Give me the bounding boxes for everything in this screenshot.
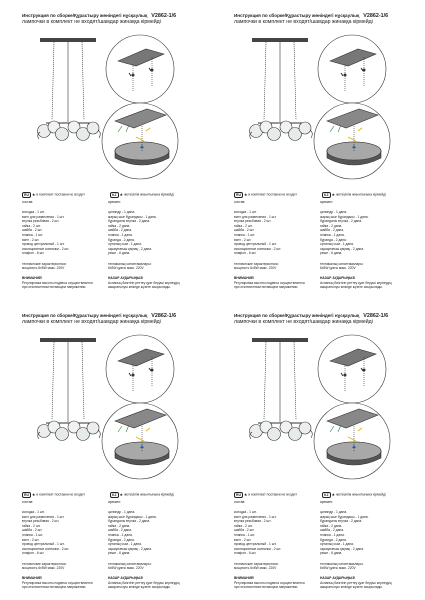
star-icon: ★	[31, 492, 36, 497]
star-icon: ★	[331, 492, 336, 497]
kz-part-item: гайка - 2 дана.	[320, 523, 343, 528]
legend-kz-text: жеткізілім жиынтығына кірмейді	[124, 192, 174, 197]
kz-part-item: жарық шығ бұрандасы - 1 дана.	[108, 214, 157, 219]
ru-part-item: изоляционные колпачки - 2 шт.	[234, 246, 282, 251]
kz-part-item: жарық шығ бұрандасы - 1 дана.	[320, 214, 369, 219]
legend-kz-text: жеткізілім жиынтығына кірмейді	[336, 492, 386, 497]
kz-part-item: гайка - 2 дана.	[108, 223, 131, 228]
star-icon: ★	[243, 192, 248, 197]
ru-part-item: планка - 1 шт.	[234, 533, 256, 538]
star-icon: ★	[119, 492, 124, 497]
ru-part-item: втулка резьбовая - 2 шт.	[22, 219, 60, 224]
kz-part-item: орталық сым - 1 дана.	[320, 242, 354, 247]
kz-part-item: шайба - 2 дана.	[108, 228, 132, 233]
ru-warning-line: при отключенном питающем напряжении.	[22, 585, 87, 590]
legend-ru	[22, 491, 85, 498]
kz-part-item: жарық шығ бұрандасы - 1 дана.	[108, 514, 157, 519]
star-icon: ★	[331, 192, 336, 197]
ru-warning-heading: ВНИМАНИЕ!	[234, 276, 255, 281]
kz-part-item: бұранда - 2 дана.	[320, 537, 347, 542]
ru-warning-line: Регулировка высоты подвеса осуществляется	[22, 580, 93, 585]
kz-part-item: оқшаулағыш қақпақ - 2 дана.	[320, 546, 364, 551]
kz-parts-list	[320, 210, 404, 256]
detail-view-mounting-plate	[106, 335, 174, 403]
legend-kz	[322, 491, 386, 498]
ru-part-item: колодка - 1 шт.	[234, 510, 257, 515]
kz-warning-line: ажыратылуы кезінде жүзеге асырылады.	[320, 585, 383, 590]
kz-part-item: орталық сым - 1 дана.	[108, 542, 142, 547]
instruction-title	[234, 313, 424, 325]
title-text: Инструкция по сборке/Құрастыру жөніндегі нұсқаулық	[234, 13, 360, 18]
kz-tech-value: 6x5W қуаты макс. 220V	[320, 266, 356, 271]
ru-part-item: гайка - 2 шт.	[234, 223, 253, 228]
kz-tech-heading: техникалық сипаттамалары:	[320, 261, 364, 266]
ru-part-item: планка - 1 шт.	[234, 233, 256, 238]
ru-warning-heading: ВНИМАНИЕ!	[22, 276, 43, 281]
kz-part-item: бұрандалы втулка - 2 дана.	[320, 219, 363, 224]
legend-row	[234, 491, 424, 500]
kz-part-item: цилиндр - 1 дана.	[108, 510, 136, 515]
ru-part-item: втулка резьбовая - 2 шт.	[234, 519, 272, 524]
detail-view-mounting-plate	[106, 35, 174, 103]
instruction-title	[22, 313, 212, 325]
ru-tech-value: мощность 6x5W макс. 220V	[22, 566, 65, 571]
ru-warning-line: Регулировка высоты подвеса осуществляется	[234, 580, 305, 585]
kz-part-item: оқшаулағыш қақпақ - 2 дана.	[108, 246, 152, 251]
kazakh-section	[108, 500, 192, 590]
ru-warning-line: при отключенном питающем напряжении.	[22, 285, 87, 290]
legend-row	[22, 491, 212, 500]
kz-part-item: шайба - 2 дана.	[320, 228, 344, 233]
model-code: V2862-1/6	[363, 313, 389, 319]
detail-view-canopy	[102, 403, 178, 479]
title-text: Инструкция по сборке/Құрастыру жөніндегі нұсқаулық	[234, 313, 360, 318]
legend-kz	[322, 191, 386, 198]
kz-part-item: шайба - 2 дана.	[320, 528, 344, 533]
kz-part-item: реше - 6 дана.	[108, 251, 131, 256]
ru-part-item: винт для развесения - 1 шт.	[22, 514, 65, 519]
ru-part-item: втулка резьбовая - 2 шт.	[234, 219, 272, 224]
star-icon: ★	[31, 192, 36, 197]
ru-badge: RU	[236, 192, 241, 197]
kz-part-item: бұранда - 2 дана.	[320, 237, 347, 242]
legend-ru-text: в комплект поставки не входит	[36, 492, 85, 497]
model-code: V2862-1/6	[151, 313, 177, 319]
russian-section	[22, 200, 106, 290]
ru-part-item: плафон - 6 шт.	[22, 251, 45, 256]
kz-part-item: реше - 6 дана.	[320, 251, 343, 256]
kz-warning-heading: НАЗАР АУДАРЫҢЫЗ!	[320, 276, 356, 281]
title-subtitle: лампочки в комплект не входят/шамдар жинаққа кірмейді	[22, 318, 161, 325]
ru-warning-heading: ВНИМАНИЕ!	[234, 576, 255, 581]
kz-part-item: гайка - 2 дана.	[320, 223, 343, 228]
kz-part-item: орталық сым - 1 дана.	[108, 242, 142, 247]
ru-part-item: гайка - 2 шт.	[234, 523, 253, 528]
ru-part-item: винт для развесения - 1 шт.	[234, 214, 277, 219]
ru-part-item: шайба - 2 шт.	[234, 528, 255, 533]
kazakh-section	[320, 200, 404, 290]
kz-warning-line: ажыратылуы кезінде жүзеге асырылады.	[108, 285, 171, 290]
ru-tech-value: мощность 6x5W макс. 220V	[22, 266, 65, 271]
chandelier-drawing	[250, 38, 313, 141]
kz-parts-list	[108, 210, 192, 256]
kz-warning-line: ажыратылуы кезінде жүзеге асырылады.	[108, 585, 171, 590]
legend-ru	[234, 191, 297, 198]
kz-part-item: планка - 1 дана.	[108, 233, 133, 238]
ru-part-item: изоляционные колпачки - 2 шт.	[22, 246, 70, 251]
kz-heading: ареккен:	[320, 500, 333, 504]
legend-kz-text: жеткізілім жиынтығына кірмейді	[124, 492, 174, 497]
chandelier-drawing	[38, 38, 101, 141]
kz-part-item: планка - 1 дана.	[320, 233, 345, 238]
kz-part-item: цилиндр - 1 дана.	[320, 210, 348, 215]
chandelier-drawing	[38, 338, 101, 441]
chandelier-drawing	[250, 338, 313, 441]
kz-warning-line: Аспаның биіктігін реттеу қуат беруші кернеудің	[108, 280, 180, 285]
kz-warning-line: Аспаның биіктігін реттеу қуат беруші кернеудің	[320, 280, 392, 285]
kz-warning-heading: НАЗАР АУДАРЫҢЫЗ!	[320, 576, 356, 581]
ru-warning-line: Регулировка высоты подвеса осуществляется	[22, 280, 93, 285]
legend-row	[234, 191, 424, 200]
detail-view-canopy	[102, 103, 178, 179]
kz-heading: ареккен:	[108, 200, 121, 204]
ru-warning-heading: ВНИМАНИЕ!	[22, 576, 43, 581]
ru-parts-list	[22, 510, 106, 556]
kz-part-item: планка - 1 дана.	[320, 533, 345, 538]
star-icon: ★	[243, 492, 248, 497]
kz-part-item: планка - 1 дана.	[108, 533, 133, 538]
instruction-panel	[0, 300, 212, 600]
kz-part-item: бұрандалы втулка - 2 дана.	[108, 219, 151, 224]
legend-row	[22, 191, 212, 200]
kz-part-item: реше - 6 дана.	[108, 551, 131, 556]
kz-part-item: бұранда - 2 дана.	[108, 537, 135, 542]
ru-warning-line: Регулировка высоты подвеса осуществляется	[234, 280, 305, 285]
title-text: Инструкция по сборке/Құрастыру жөніндегі нұсқаулық	[22, 313, 148, 318]
ru-part-item: колодка - 1 шт.	[22, 510, 45, 515]
ru-part-item: планка - 1 шт.	[22, 233, 44, 238]
model-code: V2862-1/6	[363, 13, 389, 19]
ru-parts-list	[234, 510, 318, 556]
kz-badge: KZ	[112, 192, 117, 197]
kz-tech-heading: техникалық сипаттамалары:	[108, 261, 152, 266]
kz-heading: ареккен:	[320, 200, 333, 204]
kz-tech-value: 6x5W қуаты макс. 220V	[108, 266, 144, 271]
ru-part-item: втулка резьбовая - 2 шт.	[22, 519, 60, 524]
kz-tech-value: 6x5W қуаты макс. 220V	[108, 566, 144, 571]
legend-ru-text: в комплект поставки не входит	[248, 192, 297, 197]
kz-part-item: бұрандалы втулка - 2 дана.	[108, 519, 151, 524]
ru-part-item: провод центральный - 1 шт.	[234, 542, 277, 547]
legend-ru-text: в комплект поставки не входит	[248, 492, 297, 497]
ru-part-item: провод центральный - 1 шт.	[22, 542, 65, 547]
title-subtitle: лампочки в комплект не входят/шамдар жинаққа кірмейді	[234, 318, 373, 325]
ru-part-item: плафон - 6 шт.	[234, 251, 257, 256]
title-subtitle: лампочки в комплект не входят/шамдар жинаққа кірмейді	[22, 18, 161, 25]
ru-part-item: колодка - 1 шт.	[22, 210, 45, 215]
ru-part-item: гайка - 2 шт.	[22, 223, 41, 228]
detail-view-canopy	[314, 403, 390, 479]
ru-part-item: винт - 2 шт.	[22, 237, 40, 242]
kz-parts-list	[320, 510, 404, 556]
instruction-panel	[0, 0, 212, 300]
kz-part-item: оқшаулағыш қақпақ - 2 дана.	[108, 546, 152, 551]
title-subtitle: лампочки в комплект не входят/шамдар жинаққа кірмейді	[234, 18, 373, 25]
russian-section	[22, 500, 106, 590]
kz-warning-heading: НАЗАР АУДАРЫҢЫЗ!	[108, 576, 144, 581]
kz-part-item: реше - 6 дана.	[320, 551, 343, 556]
kz-warning-line: Аспаның биіктігін реттеу қуат беруші кернеудің	[320, 580, 392, 585]
kz-part-item: цилиндр - 1 дана.	[108, 210, 136, 215]
detail-view-mounting-plate	[318, 35, 386, 103]
kz-tech-heading: техникалық сипаттамалары:	[320, 561, 364, 566]
kz-part-item: оқшаулағыш қақпақ - 2 дана.	[320, 246, 364, 251]
kz-warning-heading: НАЗАР АУДАРЫҢЫЗ!	[108, 276, 144, 281]
kz-part-item: шайба - 2 дана.	[108, 528, 132, 533]
ru-part-item: провод центральный - 1 шт.	[22, 242, 65, 247]
detail-view-mounting-plate	[318, 335, 386, 403]
ru-parts-list	[234, 210, 318, 256]
kz-part-item: орталық сым - 1 дана.	[320, 542, 354, 547]
ru-heading: состав:	[22, 500, 34, 504]
ru-part-item: плафон - 6 шт.	[234, 551, 257, 556]
kz-part-item: гайка - 2 дана.	[108, 523, 131, 528]
kz-parts-list	[108, 510, 192, 556]
russian-section	[234, 500, 318, 590]
ru-part-item: провод центральный - 1 шт.	[234, 242, 277, 247]
legend-ru	[234, 491, 297, 498]
ru-part-item: винт - 2 шт.	[22, 537, 40, 542]
ru-heading: состав:	[234, 200, 246, 204]
ru-part-item: шайба - 2 шт.	[22, 228, 43, 233]
russian-section	[234, 200, 318, 290]
ru-part-item: планка - 1 шт.	[22, 533, 44, 538]
ru-heading: состав:	[22, 200, 34, 204]
ru-part-item: винт для развесения - 1 шт.	[22, 214, 65, 219]
ru-tech-heading: технические характеристики:	[234, 561, 279, 566]
detail-view-canopy	[314, 103, 390, 179]
ru-badge: RU	[236, 492, 241, 497]
kazakh-section	[108, 200, 192, 290]
ru-warning-line: при отключенном питающем напряжении.	[234, 585, 299, 590]
kz-warning-line: Аспаның биіктігін реттеу қуат беруші кернеудің	[108, 580, 180, 585]
model-code: V2862-1/6	[151, 13, 177, 19]
ru-part-item: изоляционные колпачки - 2 шт.	[22, 546, 70, 551]
kz-tech-value: 6x5W қуаты макс. 220V	[320, 566, 356, 571]
ru-tech-heading: технические характеристики:	[234, 261, 279, 266]
ru-part-item: шайба - 2 шт.	[234, 228, 255, 233]
ru-part-item: винт - 2 шт.	[234, 537, 252, 542]
ru-parts-list	[22, 210, 106, 256]
legend-kz	[110, 191, 174, 198]
ru-badge: RU	[24, 492, 29, 497]
kz-tech-heading: техникалық сипаттамалары:	[108, 561, 152, 566]
ru-part-item: винт - 2 шт.	[234, 237, 252, 242]
kz-warning-line: ажыратылуы кезінде жүзеге асырылады.	[320, 285, 383, 290]
instruction-panel	[212, 300, 424, 600]
ru-part-item: плафон - 6 шт.	[22, 551, 45, 556]
instruction-title	[22, 13, 212, 25]
legend-ru	[22, 191, 85, 198]
legend-kz-text: жеткізілім жиынтығына кірмейді	[336, 192, 386, 197]
ru-part-item: гайка - 2 шт.	[22, 523, 41, 528]
ru-heading: состав:	[234, 500, 246, 504]
ru-part-item: колодка - 1 шт.	[234, 210, 257, 215]
title-text: Инструкция по сборке/Құрастыру жөніндегі нұсқаулық	[22, 13, 148, 18]
star-icon: ★	[119, 192, 124, 197]
kz-badge: KZ	[324, 192, 329, 197]
ru-badge: RU	[24, 192, 29, 197]
kz-part-item: бұранда - 2 дана.	[108, 237, 135, 242]
kz-part-item: цилиндр - 1 дана.	[320, 510, 348, 515]
ru-tech-heading: технические характеристики:	[22, 261, 67, 266]
kz-badge: KZ	[324, 492, 329, 497]
legend-kz	[110, 491, 174, 498]
kz-badge: KZ	[112, 492, 117, 497]
ru-warning-line: при отключенном питающем напряжении.	[234, 285, 299, 290]
instruction-title	[234, 13, 424, 25]
ru-tech-value: мощность 6x5W макс. 220V	[234, 566, 277, 571]
ru-tech-value: мощность 6x5W макс. 220V	[234, 266, 277, 271]
ru-part-item: изоляционные колпачки - 2 шт.	[234, 546, 282, 551]
ru-part-item: винт для развесения - 1 шт.	[234, 514, 277, 519]
kz-part-item: бұрандалы втулка - 2 дана.	[320, 519, 363, 524]
kazakh-section	[320, 500, 404, 590]
instruction-panel	[212, 0, 424, 300]
kz-part-item: жарық шығ бұрандасы - 1 дана.	[320, 514, 369, 519]
ru-tech-heading: технические характеристики:	[22, 561, 67, 566]
legend-ru-text: в комплект поставки не входит	[36, 192, 85, 197]
kz-heading: ареккен:	[108, 500, 121, 504]
ru-part-item: шайба - 2 шт.	[22, 528, 43, 533]
